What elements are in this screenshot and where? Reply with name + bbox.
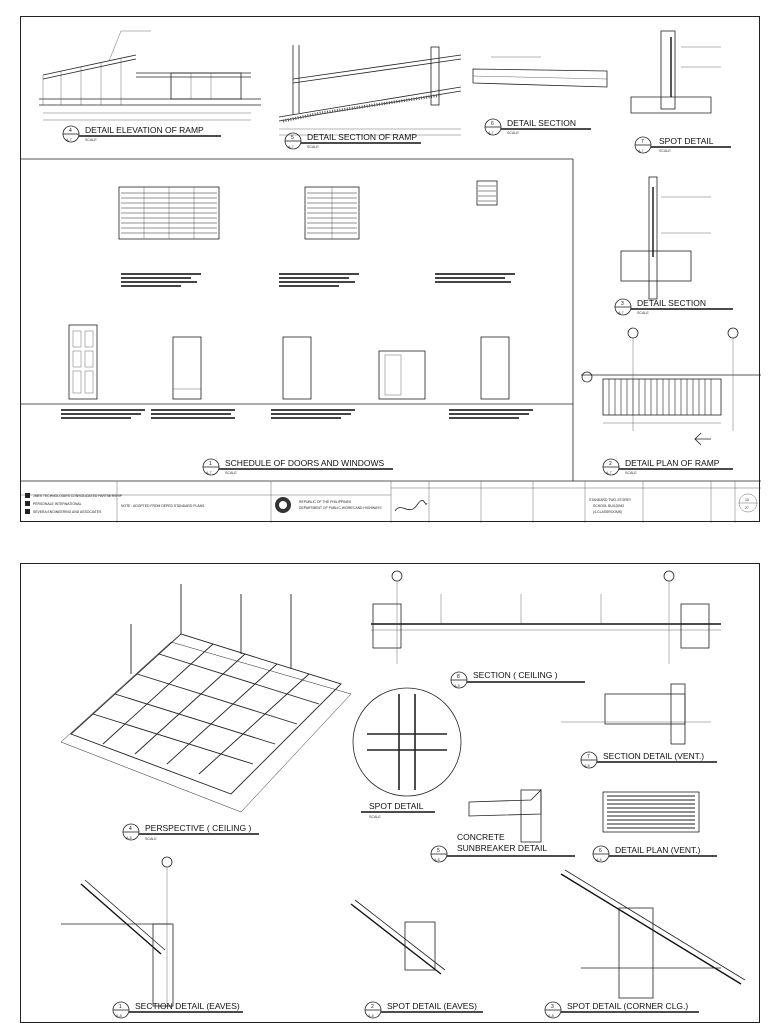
door-elevation-d1: [69, 325, 97, 399]
title-marker-schedule: [203, 458, 393, 475]
title-marker-spot-corner: [545, 1001, 699, 1018]
marker-number: 4: [129, 826, 132, 832]
title-marker-elev-ramp: [63, 125, 221, 142]
title-detail-section-6: DETAIL SECTION: [507, 118, 576, 128]
title-perspective-ceiling: PERSPECTIVE ( CEILING ): [145, 823, 252, 833]
ceiling-perspective-drawing: [61, 584, 351, 812]
title-marker-detail-section-3: [615, 298, 733, 315]
vent-section-drawing: [561, 684, 711, 744]
title-concrete: CONCRETE: [457, 832, 505, 842]
marker-number: 4: [69, 128, 72, 134]
scale-label: SCALE: [625, 471, 637, 475]
scale-label: SCALE: [659, 149, 671, 153]
title-spot-detail-corner-clg: SPOT DETAIL (CORNER CLG.): [567, 1001, 689, 1011]
ramp-elevation-drawing: [39, 31, 261, 120]
marker-number: 3: [551, 1004, 554, 1010]
scale-label: SCALE: [369, 815, 381, 819]
ceiling-section-drawing: [371, 571, 721, 664]
title-marker-section-vent: [581, 751, 717, 768]
marker-sheet-ref: A-8: [126, 836, 132, 840]
marker-number: 1: [119, 1004, 122, 1010]
door-d2-louver: [173, 389, 201, 399]
title-detail-plan-vent: DETAIL PLAN (VENT.): [615, 845, 701, 855]
title-spot-detail-eaves: SPOT DETAIL (EAVES): [387, 1001, 477, 1011]
firm-name-2: PERSONALE INTERNATIONAL: [33, 502, 82, 506]
scale-label: SCALE: [145, 837, 157, 841]
agency-line-1: REPUBLIC OF THE PHILIPPINES: [299, 500, 352, 504]
title-section-detail-eaves: SECTION DETAIL (EAVES): [135, 1001, 240, 1011]
ramp-plan-drawing: [581, 328, 761, 445]
marker-number: 6: [599, 848, 602, 854]
detail-section-6-drawing: [473, 57, 607, 87]
sheet-total: 27: [745, 506, 749, 510]
title-marker-plan-vent: [593, 845, 717, 862]
marker-sheet-ref: A-7: [488, 131, 494, 135]
marker-sheet-ref: A-8: [454, 684, 460, 688]
window-elevation-w2: [305, 187, 359, 239]
marker-number: 5: [291, 135, 294, 141]
marker-number: 6: [491, 121, 494, 127]
window-elevation-w1: [119, 187, 219, 239]
scale-label: SCALE: [637, 311, 649, 315]
firm-name-3: SEVERA ENGINEERING AND ASSOCIATES: [33, 510, 102, 514]
window-elevation-w3: [477, 181, 497, 205]
ceiling-spot-detail-drawing: [353, 688, 461, 796]
marker-sheet-ref: A-8: [584, 764, 590, 768]
title-spot-detail-7: SPOT DETAIL: [659, 136, 714, 146]
title-marker-section-eaves: [113, 1001, 243, 1018]
marker-sheet-ref: A-8: [548, 1014, 554, 1018]
marker-sheet-ref: A-7: [638, 149, 644, 153]
project-line-3: (4-CLASSROOMS): [593, 510, 623, 514]
door-elevation-d2: [173, 337, 201, 399]
title-block: [21, 481, 761, 523]
title-marker-detail-section-6: [485, 118, 591, 135]
scale-label: SCALE: [225, 471, 237, 475]
title-marker-concrete-sunbreaker: [431, 832, 575, 862]
scale-label: SCALE: [85, 138, 97, 142]
door-elevation-d3: [283, 337, 311, 399]
title-detail-elevation-of-ramp: DETAIL ELEVATION OF RAMP: [85, 125, 204, 135]
marker-number: 5: [437, 848, 440, 854]
title-marker-spot-detail: [361, 801, 435, 819]
marker-number: 2: [371, 1004, 374, 1010]
sheet-number: 13: [745, 498, 749, 502]
sheet2-drawing: [21, 564, 761, 1024]
marker-number: 2: [609, 461, 612, 467]
drawing-sheet-ramp-doors-windows: [20, 16, 760, 522]
marker-sheet-ref: A-8: [434, 858, 440, 862]
title-marker-plan-ramp: [603, 458, 733, 475]
marker-number: 3: [621, 301, 624, 307]
vent-plan-drawing: [603, 792, 699, 832]
marker-sheet-ref: A-7: [66, 138, 72, 142]
marker-number: 8: [457, 674, 460, 680]
title-sunbreaker-detail: SUNBREAKER DETAIL: [457, 843, 548, 853]
marker-number: 7: [587, 754, 590, 760]
title-marker-sect-ramp: [285, 132, 421, 149]
door-elevation-d4: [379, 351, 425, 399]
marker-sheet-ref: A-7: [206, 471, 212, 475]
title-schedule-doors-windows: SCHEDULE OF DOORS AND WINDOWS: [225, 458, 385, 468]
scale-label: SCALE: [507, 131, 519, 135]
corner-ceiling-spot-detail-drawing: [561, 870, 745, 998]
sheet1-drawing: [21, 17, 761, 523]
agency-line-2: DEPARTMENT OF PUBLIC WORKS AND HIGHWAYS: [299, 506, 382, 510]
door-elevation-d5: [481, 337, 509, 399]
marker-sheet-ref: A-7: [606, 471, 612, 475]
ramp-section-drawing: [279, 45, 461, 135]
title-detail-section-of-ramp: DETAIL SECTION OF RAMP: [307, 132, 418, 142]
signature-mark: [395, 500, 427, 511]
title-detail-section-3: DETAIL SECTION: [637, 298, 706, 308]
title-marker-spot-eaves: [365, 1001, 483, 1018]
title-spot-detail: SPOT DETAIL: [369, 801, 424, 811]
marker-sheet-ref: A-8: [596, 858, 602, 862]
spot-detail-7-drawing: [631, 31, 721, 113]
scale-label: SCALE: [307, 145, 319, 149]
title-marker-spot-detail-7: [635, 136, 731, 153]
eaves-section-drawing: [61, 857, 173, 1006]
marker-number: 7: [641, 139, 644, 145]
project-line-2: SCHOOL BUILDING: [593, 504, 625, 508]
marker-sheet-ref: A-8: [368, 1014, 374, 1018]
marker-sheet-ref: A-7: [618, 311, 624, 315]
detail-section-3-drawing: [621, 177, 711, 299]
title-section-detail-vent: SECTION DETAIL (VENT.): [603, 751, 705, 761]
marker-sheet-ref: A-7: [288, 145, 294, 149]
title-block-note: NOTE : ADOPTED FROM DEPED STANDARD PLANS: [121, 504, 205, 508]
title-marker-perspective-ceiling: [123, 823, 259, 841]
marker-sheet-ref: A-8: [116, 1014, 122, 1018]
eaves-spot-detail-drawing: [351, 900, 445, 974]
title-detail-plan-of-ramp: DETAIL PLAN OF RAMP: [625, 458, 720, 468]
title-marker-section-ceiling: [451, 670, 585, 688]
firm-name-1: JMES TECHNOLOGIES CONSOLIDATED PARTNERSHIP: [33, 494, 123, 498]
project-line-1: STANDARD TWO-STOREY: [589, 498, 632, 502]
marker-number: 1: [209, 461, 212, 467]
title-section-ceiling: SECTION ( CEILING ): [473, 670, 558, 680]
drawing-sheet-ceiling-vent-eaves: [20, 563, 760, 1023]
